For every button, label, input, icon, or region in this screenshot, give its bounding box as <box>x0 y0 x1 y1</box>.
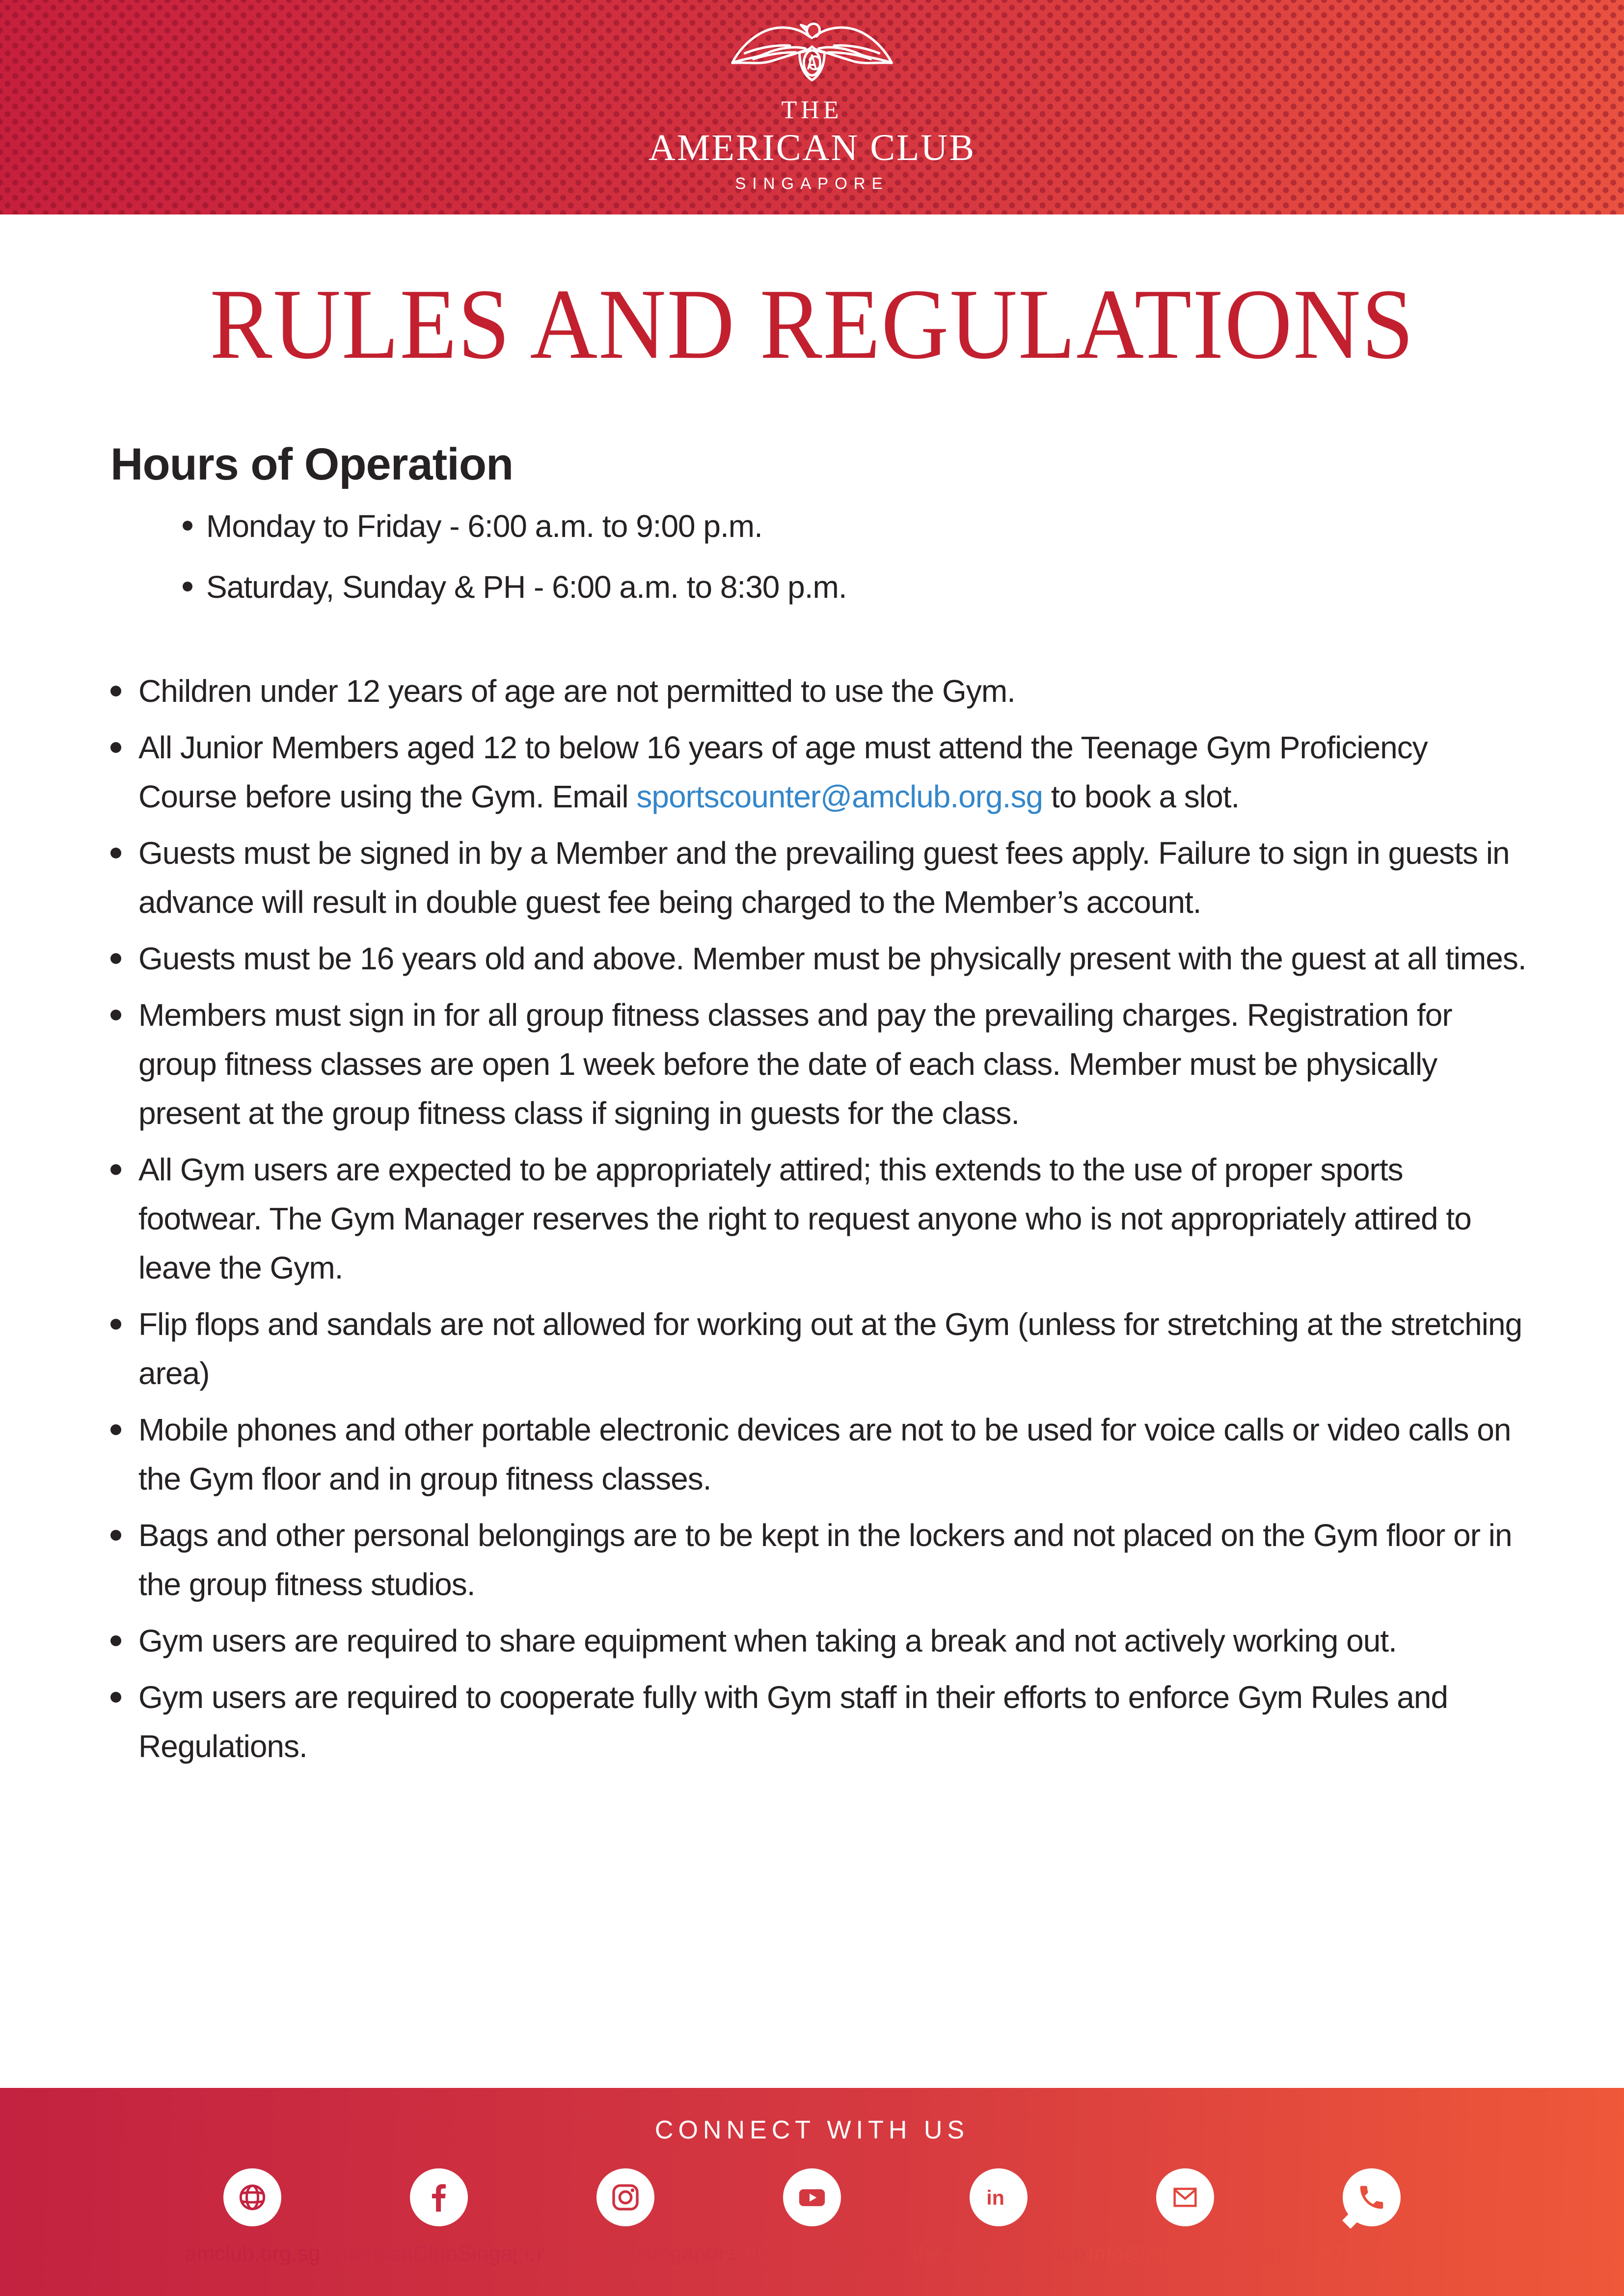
icon-circle <box>1343 2168 1401 2226</box>
icon-circle <box>970 2168 1028 2226</box>
list-item: Gym users are required to cooperate fully with Gym staff in their efforts to enforce Gym Rules and Regulations. <box>110 1673 1531 1771</box>
social-icons-row <box>0 2168 1624 2292</box>
instagram-link[interactable] <box>514 2168 737 2292</box>
list-item: Saturday, Sunday & PH - 6:00 a.m. to 8:30 p.m. <box>110 557 1531 617</box>
social-label: 9722-6473 <box>1320 2242 1424 2266</box>
rule-text-after: to book a slot. <box>1043 779 1240 814</box>
social-label: AmericanClubSingapore <box>322 2242 556 2266</box>
social-label: the-american-club -singapore <box>912 2242 1085 2291</box>
list-item: Guests must be signed in by a Member and the prevailing guest fees apply. Failure to sign in guests in advance will result in double guest fee being charged to the Member’s account. <box>110 828 1531 927</box>
list-item: Children under 12 years of age are not permitted to use the Gym. <box>110 667 1531 716</box>
globe-icon <box>236 2181 269 2214</box>
hours-list <box>110 496 1531 617</box>
logo-text-the: THE <box>781 96 843 124</box>
list-item: Monday to Friday - 6:00 a.m. to 9:00 p.m. <box>110 496 1531 557</box>
hours-of-operation-heading: Hours of Operation <box>110 439 514 489</box>
list-item: Gym users are required to share equipment when taking a break and not actively working out. <box>110 1616 1531 1665</box>
list-item: Mobile phones and other portable electronic devices are not to be used for voice calls or video calls on the Gym floor and in group fitness classes. <box>110 1405 1531 1503</box>
page-footer <box>0 2088 1624 2296</box>
instagram-icon <box>610 2182 641 2213</box>
document-body <box>0 214 1624 2088</box>
list-item: Bags and other personal belongings are to be kept in the lockers and not placed on the Gym floor or in the group fitness studios. <box>110 1511 1531 1609</box>
svg-text:in: in <box>986 2187 1004 2210</box>
youtube-link[interactable] <box>719 2168 905 2292</box>
logo-text-club-name: AMERICAN CLUB <box>648 127 976 168</box>
list-item: Flip flops and sandals are not allowed for working out at the Gym (unless for stretching at the stretching area) <box>110 1300 1531 1398</box>
youtube-icon <box>796 2181 828 2214</box>
icon-circle <box>596 2168 654 2226</box>
page-header <box>0 0 1624 214</box>
list-item: Guests must be 16 years old and above. Member must be physically present with the guest at all times. <box>110 934 1531 983</box>
icon-circle <box>410 2168 468 2226</box>
facebook-link[interactable] <box>322 2168 556 2292</box>
email-link[interactable] <box>1089 2168 1281 2292</box>
page-title: RULES AND REGULATIONS <box>209 268 1415 380</box>
logo-text-singapore: SINGAPORE <box>735 174 889 192</box>
linkedin-link[interactable] <box>905 2168 1092 2292</box>
social-label: AmClubSingapore <box>724 2242 900 2266</box>
connect-with-us-label: CONNECT WITH US <box>654 2116 970 2144</box>
mail-icon <box>1169 2182 1201 2213</box>
rules-content <box>0 440 1624 1771</box>
social-label: info@amclub.org.sg <box>1089 2242 1281 2266</box>
eagle-emblem-icon <box>726 19 898 91</box>
icon-circle <box>783 2168 841 2226</box>
whatsapp-icon <box>1356 2182 1387 2213</box>
rule-text-before: All Junior Members aged 12 to below 16 years of age must attend the Teenage Gym Proficiency Course before using the Gym. Email <box>138 730 1428 814</box>
linkedin-icon <box>982 2181 1015 2214</box>
social-label: amclub.org.sg <box>184 2242 321 2266</box>
list-item: Members must sign in for all group fitness classes and pay the prevailing charges. Registration for group fitness classes are open 1 week before the date of each class. Member must be physically present at the group fitness class if signing in guests for the class. <box>110 990 1531 1138</box>
whatsapp-link[interactable] <box>1278 2168 1465 2292</box>
list-item: All Gym users are expected to be appropriately attired; this extends to the use of proper sports footwear. The Gym Manager reserves the right to request anyone who is not appropriately attired to leave the Gym. <box>110 1145 1531 1292</box>
sportscounter-email-link[interactable]: sportscounter@amclub.org.sg <box>636 779 1043 814</box>
website-link[interactable] <box>159 2168 346 2292</box>
rules-list <box>110 667 1531 1771</box>
icon-circle <box>223 2168 281 2226</box>
facebook-icon <box>422 2180 456 2215</box>
icon-circle <box>1156 2168 1214 2226</box>
list-item <box>110 723 1531 821</box>
social-label: americanclubsingapore <box>514 2242 737 2266</box>
